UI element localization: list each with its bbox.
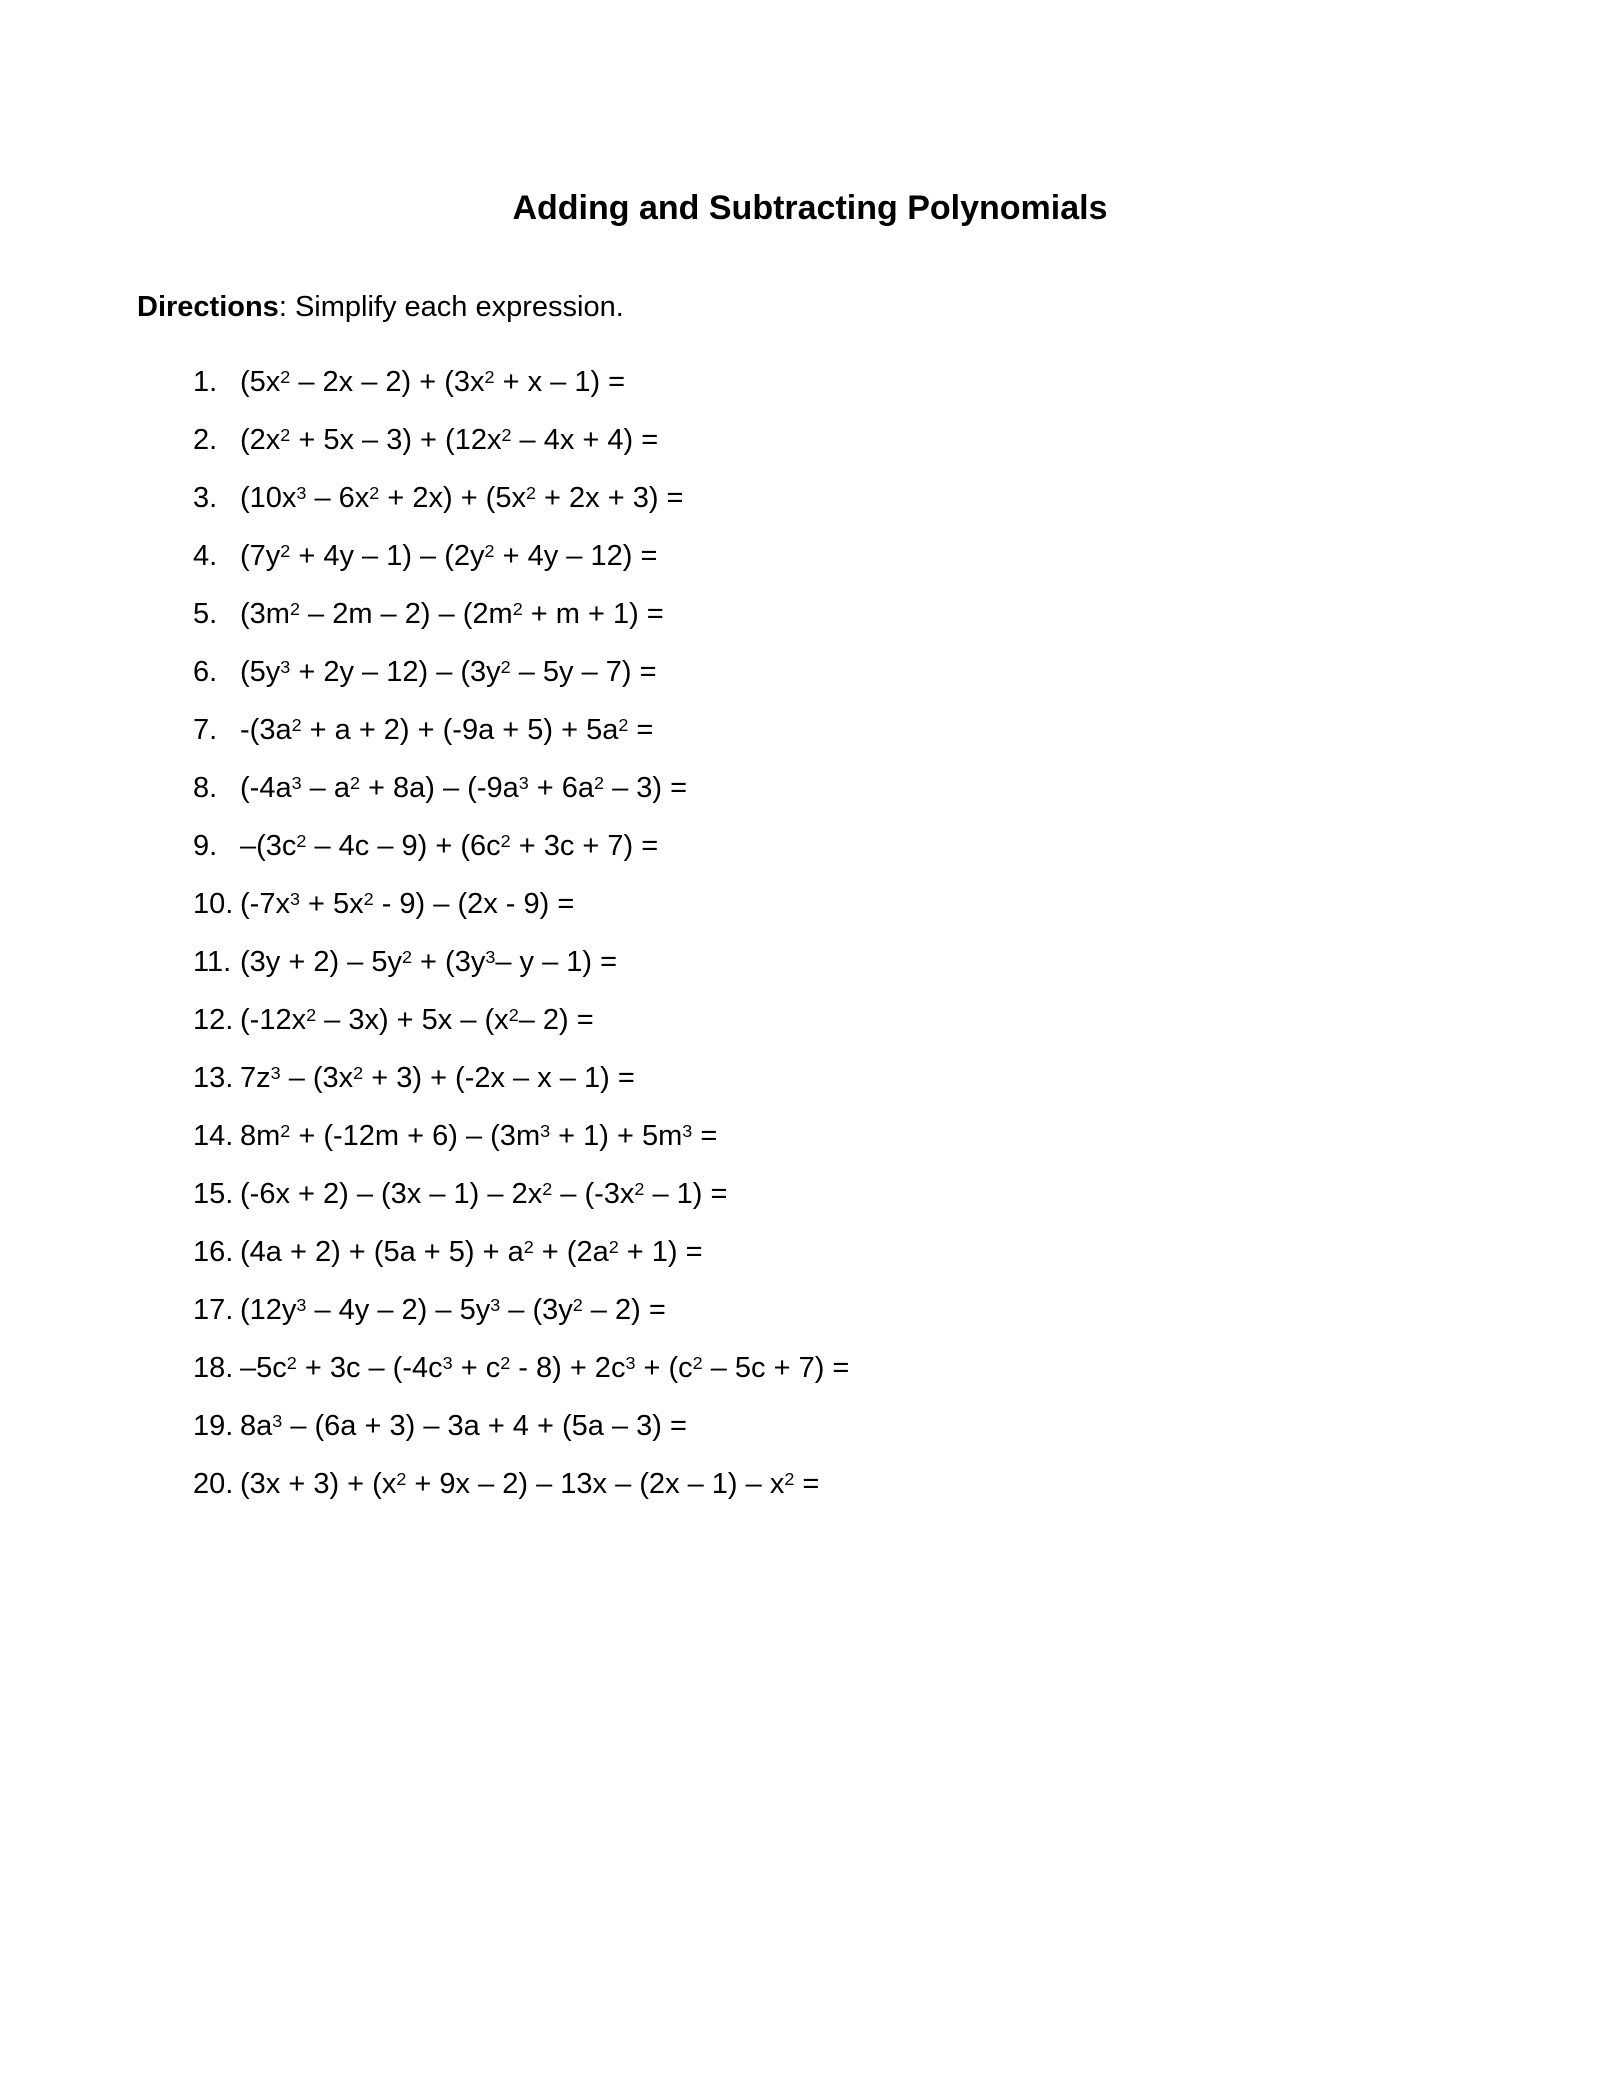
- problem-number: 8.: [193, 772, 218, 804]
- problem-row: [193, 944, 849, 980]
- problem-row: [193, 1466, 849, 1502]
- problem-row: [193, 538, 849, 574]
- problem-number: 1.: [193, 366, 218, 398]
- problem-expression: $-(3c^2 - 4c - 9) + (6c^2 + 3c + 7)$ =: [240, 830, 659, 862]
- problem-number: 4.: [193, 540, 218, 572]
- problem-expression: $(10x^3 - 6x^2 + 2x) + (5x^2 + 2x + 3)$ =: [240, 482, 684, 514]
- problem-expression: $(2x^2 + 5x - 3) + (12x^2 - 4x + 4)$ =: [240, 424, 659, 456]
- problem-expression: $(5y^3 + 2y - 12) - (3y^2 - 5y - 7)$ =: [240, 656, 657, 688]
- problem-number: 12.: [193, 1004, 234, 1036]
- problem-row: [193, 1408, 849, 1444]
- problem-expression: $8m^2 + (-12m + 6) - (3m^3 + 1) + 5m^3$ =: [240, 1120, 718, 1152]
- problem-expression: $(3y + 2) - 5y^2 + (3y^3-$ y – 1) =: [240, 946, 618, 978]
- problem-expression: $(-7x^3 + 5x^2 - 9) - (2x - 9)$ =: [240, 888, 575, 920]
- problem-expression: $(-4a^3 - a^2 + 8a) - (-9a^3 + 6a^2 - 3)$ =: [240, 772, 688, 804]
- problem-expression: $7z^3 - (3x^2 + 3) + (-2x - x - 1)$ =: [240, 1062, 635, 1094]
- problem-number: 7.: [193, 714, 218, 746]
- problem-number: 19.: [193, 1410, 234, 1442]
- problem-number: 5.: [193, 598, 218, 630]
- problem-number: 16.: [193, 1236, 234, 1268]
- problem-row: [193, 1002, 849, 1038]
- problem-row: [193, 654, 849, 690]
- directions-text: : Simplify each expression.: [278, 291, 624, 323]
- problem-expression: $(12y^3 - 4y - 2) - 5y^3 - (3y^2 - 2)$ =: [240, 1294, 666, 1326]
- problem-expression: $(4a + 2) + (5a + 5) + a^2 + (2a^2 + 1)$ =: [240, 1236, 703, 1268]
- problem-number: 20.: [193, 1468, 234, 1500]
- worksheet-title: Adding and Subtracting Polynomials: [512, 189, 1108, 227]
- problem-row: [193, 770, 849, 806]
- problem-number: 6.: [193, 656, 218, 688]
- problem-row: [193, 422, 849, 458]
- problem-expression: $(5x^2 - 2x - 2) + (3x^2 + x - 1)$ =: [240, 366, 626, 398]
- problem-row: [193, 364, 849, 400]
- problem-row: [193, 596, 849, 632]
- problem-number: 11.: [193, 946, 232, 978]
- problem-number: 17.: [193, 1294, 234, 1326]
- problem-row: [193, 1350, 849, 1386]
- problem-row: [193, 1118, 849, 1154]
- problem-expression: $(7y^2 + 4y - 1) - (2y^2 + 4y - 12)$ =: [240, 540, 658, 572]
- problem-row: [193, 1292, 849, 1328]
- problem-number: 14.: [193, 1120, 234, 1152]
- problem-row: [193, 886, 849, 922]
- problem-number: 3.: [193, 482, 218, 514]
- directions-line: [137, 288, 624, 326]
- problem-number: 13.: [193, 1062, 234, 1094]
- problem-row: [193, 1060, 849, 1096]
- problem-number: 2.: [193, 424, 218, 456]
- problem-number: 18.: [193, 1352, 234, 1384]
- problem-expression: $8a^3 - (6a + 3) - 3a + 4 + (5a - 3)$ =: [240, 1410, 687, 1442]
- problem-row: [193, 712, 849, 748]
- problem-expression: $(3m^2 - 2m - 2) - (2m^2 + m + 1)$ =: [240, 598, 664, 630]
- problem-row: [193, 1234, 849, 1270]
- problem-list: [193, 364, 849, 1524]
- problem-expression: $(-12x^2 - 3x) + 5x - (x^2-$ 2) =: [240, 1004, 594, 1036]
- problem-row: [193, 828, 849, 864]
- problem-expression: $(3x + 3) + (x^2 + 9x - 2) - 13x - (2x - 1) - x^2$ =: [240, 1468, 820, 1500]
- problem-expression: $-5c^2 + 3c - (-4c^3 + c^2 - 8) + 2c^3 + (c^2 - 5c + 7)$ =: [240, 1352, 850, 1384]
- problem-number: 9.: [193, 830, 218, 862]
- problem-expression: $(-6x + 2) - (3x - 1) - 2x^2 - (-3x^2 - 1)$ =: [240, 1178, 728, 1210]
- problem-row: [193, 1176, 849, 1212]
- directions-label: Directions: [137, 291, 279, 323]
- problem-number: 10.: [193, 888, 234, 920]
- problem-number: 15.: [193, 1178, 234, 1210]
- problem-row: [193, 480, 849, 516]
- problem-expression: $-(3a^2 + a + 2) + (-9a + 5) + 5a^2$ =: [240, 714, 654, 746]
